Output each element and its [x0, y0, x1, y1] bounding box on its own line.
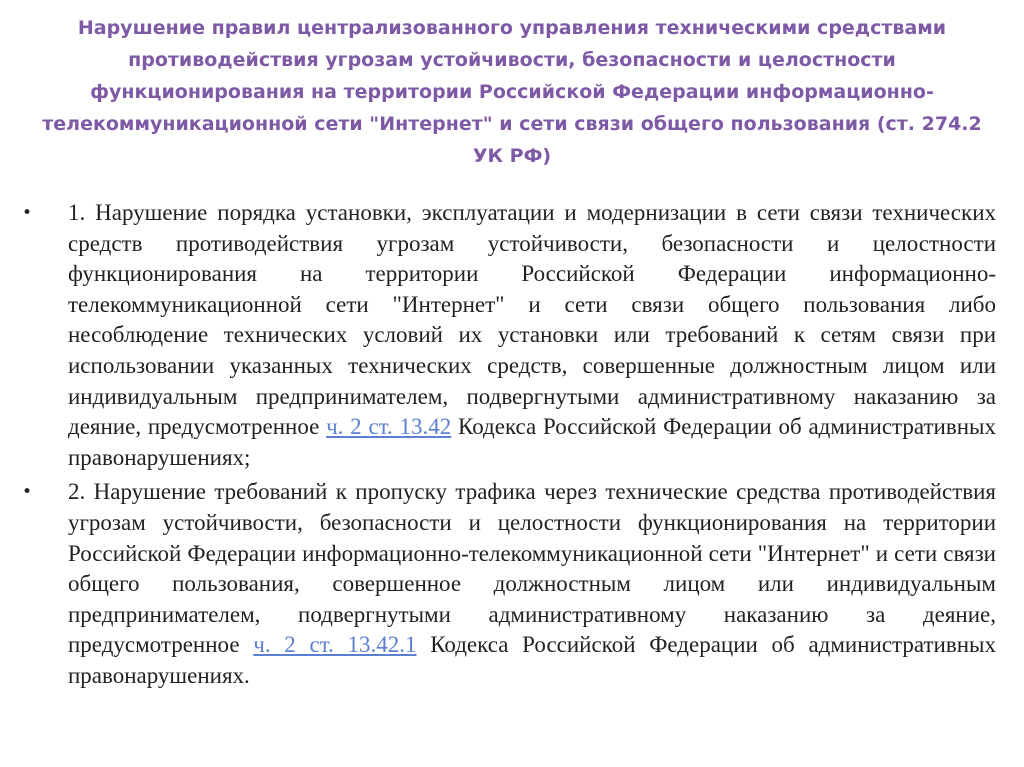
bullet-icon: • — [22, 203, 33, 223]
item-2-text: 2. Нарушение требований к пропуску трафика через технические средства противодействия угрозам устойчивости, безопасности и целостности функционирования на территории Российской Федерации информационно-телекоммуникационной сети "Интернет" и сети связи общего пользования, совершенное должностным лицом или индивидуальным предпринимателем, подвергнутыми административному наказанию за деяние, предусмотренное — [68, 479, 996, 658]
list-item-2 — [22, 477, 996, 691]
slide-title: Нарушение правил централизованного управления техническими средствами противодействия угрозам устойчивости, безопасности и целостности функционирования на территории Российской Федерации информационно-телекоммуникационной сети "Интернет" и сети связи общего пользования (ст. 274.2 УК РФ) — [42, 17, 982, 167]
bullet-list — [22, 198, 996, 692]
bullet-icon: • — [22, 482, 33, 503]
list-item-1 — [22, 198, 996, 473]
law-link-13-42-1[interactable]: ч. 2 ст. 13.42.1 — [253, 632, 417, 658]
item-1-text: 1. Нарушение порядка установки, эксплуатации и модернизации в сети связи технических средств противодействия угрозам устойчивости, безопасности и целостности функционирования на территории Российской Федерации информационно-телекоммуникационной сети "Интернет" и сети связи общего пользования либо несоблюдение технических условий их установки или требований к сетям связи при использовании указанных технических средств, совершенные должностным лицом или индивидуальным предпринимателем, подвергнутыми административному наказанию за деяние, предусмотренное — [68, 200, 996, 440]
item-2-tail: Кодекса Российской Федерации об административных правонарушениях. — [68, 632, 996, 688]
item-1-tail: Кодекса Российской Федерации об административных правонарушениях; — [68, 414, 996, 470]
law-link-13-42[interactable]: ч. 2 ст. 13.42 — [326, 414, 452, 440]
